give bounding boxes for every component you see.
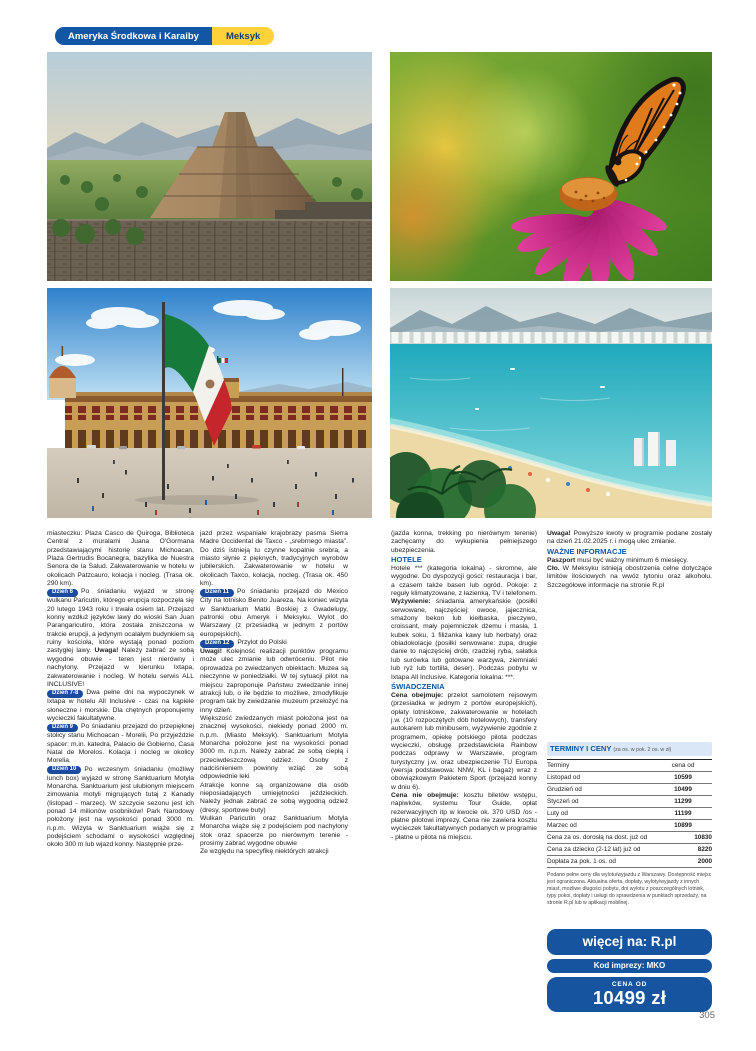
- table-row: Cena za os. dorosłą na dost. już od 10830: [547, 832, 712, 844]
- dates-and-prices: [547, 742, 712, 906]
- price-from-value: 10499 zł: [592, 987, 667, 1008]
- trip-code-button[interactable]: Kod imprezy: MKO: [547, 959, 712, 973]
- day-6-badge: Dzień 6: [47, 589, 78, 597]
- day-11-paragraph: Dzień 11 Po śniadaniu przejazd do Mexico City na lotnisko Benito Juareza. Na koniec wizyta w Sanktuarium Matki Boskiej z Gwadelupy, patronki obu Ameryk i Meksyku. Wylot do Warszawy (z przesiadką w jednym z portów europejskich).: [200, 588, 348, 638]
- note-paragraph: Uwaga! Powyższe kwoty w programie podane zostały na dzień 21.02.2025 r. i mogą ulec zmianie.: [547, 530, 712, 546]
- price-sidebar: [547, 530, 712, 1012]
- table-row: Listopad od 10599: [547, 772, 712, 784]
- pyramid-photo-art: [47, 52, 372, 281]
- zocalo-flag-photo: [47, 288, 372, 518]
- hotels-paragraph: Hotele *** (kategoria lokalna) - skromne, ale wygodne. Do dyspozycji gości: restauracja i bar, a czasem także basen lub ogród. Pokoje: z reguły klimatyzowane, z łazienką, TV i telefonem. Wyżywienie: śniadania amerykańskie (posiłki serwowane, najczęściej: owoce, jajecznica, smażony bekon lub kiełbaska, pieczywo, croissant, mały pojemniczek dżemu i masła, 1 kubek soku, 1 filiżanka kawy lub herbaty) oraz obiadokolacje (posiłki serwowane: zupa, drugie danie to najczęściej drób, rzadziej ryba, sałatka lub surówka lub gotowane warzywa, ziemniaki lub ryż lub tortilla, deser). Podczas pobytu w Ixtapa All Inclusive. Kategoria lokalna: ***.: [391, 565, 537, 681]
- day-12-paragraph: Dzień 12 Przylot do Polski: [200, 639, 348, 648]
- day-7-8-badge: Dzień 7-8: [47, 690, 83, 698]
- butterfly-photo: [390, 52, 712, 281]
- region-tag: Ameryka Środkowa i Karaiby: [55, 27, 212, 45]
- page-number: 305: [699, 1010, 715, 1021]
- table-row: Dopłata za pok. 1 os. od 2000: [547, 856, 712, 868]
- more-on-rpl-button[interactable]: więcej na: R.pl: [547, 929, 712, 955]
- paragraph: Większość zwiedzanych miast położona jest na znacznej wysokości, niekiedy ponad 2000 m. n.p.m. (Miasto Meksyk). Sanktuarium Motyla Monarcha położone jest na wysokości ponad 3000 m. n.p.m. Należy zabrać ze sobą ciepłą i przeciwdeszczową odzież. Osoby z nadciśnieniem powinny wziąć ze sobą odpowiednie leki: [200, 714, 348, 781]
- table-row: Marzec od 10899: [547, 820, 712, 832]
- customs-paragraph: Cło. W Meksyku istnieją obostrzenia celne dotyczące limitów ilościowych na wwóz tytoniu oraz alkoholu. Szczegółowe informacje na stronie R.pl: [547, 565, 712, 589]
- table-row: Styczeń od 11299: [547, 796, 712, 808]
- table-row: Cena za dziecko (2-12 lat) już od 8220: [547, 844, 712, 856]
- zocalo-photo-art: [47, 288, 372, 518]
- pyramid-photo: [47, 52, 372, 281]
- day-12-badge: Dzień 12: [200, 640, 234, 648]
- day-10-paragraph: Dzień 10 Po wczesnym śniadaniu (możliwy lunch box) wyjazd w stronę Sanktuarium Motyla Monarcha. Sanktuarium jest ulubionym miejscem zimowania motyli migrujących tutaj z Kanady (listopad - marzec). W szczycie sezonu jest ich ponad 14 milionów osobników! Park Narodowy położony jest na wysokości ponad 3000 m. n.p.m. Wizyta w Sanktuarium wiąże się z podejściem schodami o wysokości względnej około 300 m lub wjazd konny. Następnie prze-: [47, 765, 194, 849]
- paragraph: jazd przez wspaniałe krajobrazy pasma Sierra Madre Occidental de Taxco - „srebrnego miasta”. Do dziś istnieją tu czynne kopalnie srebra, a miasto słynie z pięknych, tradycyjnych wyrobów jubilerskich. Zakwaterowanie w hotelu w okolicach Taxco, kolacja, nocleg. (Trasa ok. 450 km).: [200, 530, 348, 588]
- paragraph: miasteczku: Plaza Casco de Quiroga, Biblioteca Central z muralami Juana O'Gormana przedstawiającymi historię stanu Michoacan, Plaza Gertrudis Bocanegra, bazylika de Nuestra Senora de la Salud. Zakwaterowanie w hotelu w okolicach Patzcauro, kolacja i nocleg. (Trasa ok. 290 km).: [47, 530, 194, 588]
- beach-photo: [390, 288, 712, 518]
- price-fineprint: Podano pełne ceny dla wylotu/wyjazdu z Warszawy. Dostępność miejsc jest ograniczona. Aktualna oferta, dopłaty, wyloty/wyjazdy z innych miast, możliwe długości pobytu, dni wylotu z poszczególnych lotnisk, typy pokoi, dopłaty i usługi do sprawdzenia w punktach sprzedaży, na stronie R.pl lub w aplikacji mobilnej.: [547, 872, 712, 906]
- passport-paragraph: Paszport musi być ważny minimum 6 miesięcy.: [547, 556, 689, 564]
- price-table: [547, 759, 712, 868]
- table-row: Grudzień od 10499: [547, 784, 712, 796]
- breadcrumb: [55, 27, 274, 45]
- day-10-badge: Dzień 10: [47, 766, 81, 774]
- price-table-header: Terminy cena od: [547, 760, 712, 772]
- butterfly-photo-art: [390, 52, 712, 281]
- flag-pole: [162, 302, 165, 500]
- day-6-paragraph: Dzień 6 Po śniadaniu wyjazd w stronę wulkanu Paricutin, którego erupcja rozpoczęła się 20 lutego 1943 roku i trwała osiem lat. Przejazd konny wzdłuż języków lawy do wioski San Juan Parangaricutiro, która została zniszczona w trakcie erupcji, a jedynym ocalałym budynkiem są ruiny kościoła, które wystają ponad poziom zastygłej lawy. Uwaga! Należy zabrać ze sobą wygodne obuwie - teren jest nierówny i nachylony. Przejazd w kierunku Ixtapa, zakwaterowanie i nocleg. W hotelu serwis ALL INCLUSIVE!: [47, 588, 194, 688]
- paragraph: Atrakcje konne są organizowane dla osób nieposiadających umiejętności jeździeckich. Należy jednak zabrać ze sobą wygodną odzież (dresy, sportowe buty): [200, 781, 348, 814]
- paragraph: Ze względu na specyfikę niektórych atrakcji: [200, 848, 329, 856]
- beach-photo-art: [390, 288, 712, 518]
- sidebar-notes: [547, 530, 712, 590]
- price-from-button[interactable]: [547, 977, 712, 1012]
- important-info-heading: WAŻNE INFORMACJE: [547, 546, 627, 556]
- day-9-badge: Dzień 9: [47, 724, 78, 732]
- itinerary-column-1: [47, 530, 194, 850]
- price-includes-paragraph: Cena obejmuje: przelot samolotem rejsowym (przesiadka w jednym z portów europejskich), opłaty lotniskowe, zakwaterowanie w hotelach j.w. (10 rozpoczętych dób hotelowych), transfery autokarem lub minibusem, wyżywienie zgodnie z programem, opiekę polskiego pilota podczas wycieczki, obsługę przedstawiciela Rainbow podczas odprawy w Warszawie, program turystyczny j.w. oraz ubezpieczenie TU Europa (wersja podstawowa: NNW, KL i bagaż) wraz z obowiązkowym Pakietem Sport (przejazd konny w dniu 6).: [391, 691, 538, 791]
- price-from-label: CENA OD: [611, 980, 648, 988]
- itinerary-column-2: [200, 530, 348, 857]
- hotels-heading: HOTELE: [391, 555, 422, 565]
- day-9-paragraph: Dzień 9 Po śniadaniu przejazd do przepięknej stolicy stanu Michoacan - Morelii, Po przyjeździe spacer: m.in. katedra, Palacio de Gobierno, Casa Natal de Morelos. Kolacja i nocleg w okolicy Morelia.: [47, 723, 194, 765]
- table-row: Luty od 11199: [547, 808, 712, 820]
- day-7-8-paragraph: Dzień 7-8 Dwa pełne dni na wypoczynek w Ixtapa w hotelu All Inclusive - czas na kąpiele słoneczne i morskie. Dla chętnych proponujemy wycieczki fakultatywne.: [47, 689, 194, 722]
- dates-prices-heading: TERMINY I CENY (za os. w pok. 2 os. w zł): [547, 742, 712, 756]
- day-11-badge: Dzień 11: [200, 589, 234, 597]
- remarks-paragraph: Uwagi! Kolejność realizacji punktów programu może ulec zmianie lub odwróceniu. Pilot nie oprowadza po zwiedzanych obiektach. Muzea są nieczynne w poniedziałki. W tej sytuacji pilot na miejscu zaproponuje Państwu zwiedzanie innej atrakcji lub, o ile będzie to możliwe, zmodyfikuje program tak by zwiedzanie muzeum przełożyć na inny dzień.: [200, 648, 348, 714]
- price-excludes-paragraph: Cena nie obejmuje: kosztu biletów wstępu, napiwków, systemu Tour Guide, opłat rezerwacyjnych itp w kwocie ok. 370 USD /os - płatne pilotowi imprezy. Cena nie zawiera kosztu wycieczek fakultatywnych podanych w programie - płatne u pilota na miejscu.: [391, 791, 537, 841]
- paragraph: Wulkan Paricutin oraz Sanktuarium Motyla Monarcha wiąże się z podejściem pod nachylony stok oraz spacerze po nierównym terenie - prosimy zabrać wygodne obuwie: [200, 815, 348, 848]
- info-column: [391, 530, 537, 842]
- country-tag: Meksyk: [212, 27, 274, 45]
- services-heading: ŚWIADCZENIA: [391, 681, 445, 691]
- paragraph: (jazda konna, trekking po nierównym terenie) zachęcamy do wykupienia pełniejszego ubezpieczenia.: [391, 530, 537, 554]
